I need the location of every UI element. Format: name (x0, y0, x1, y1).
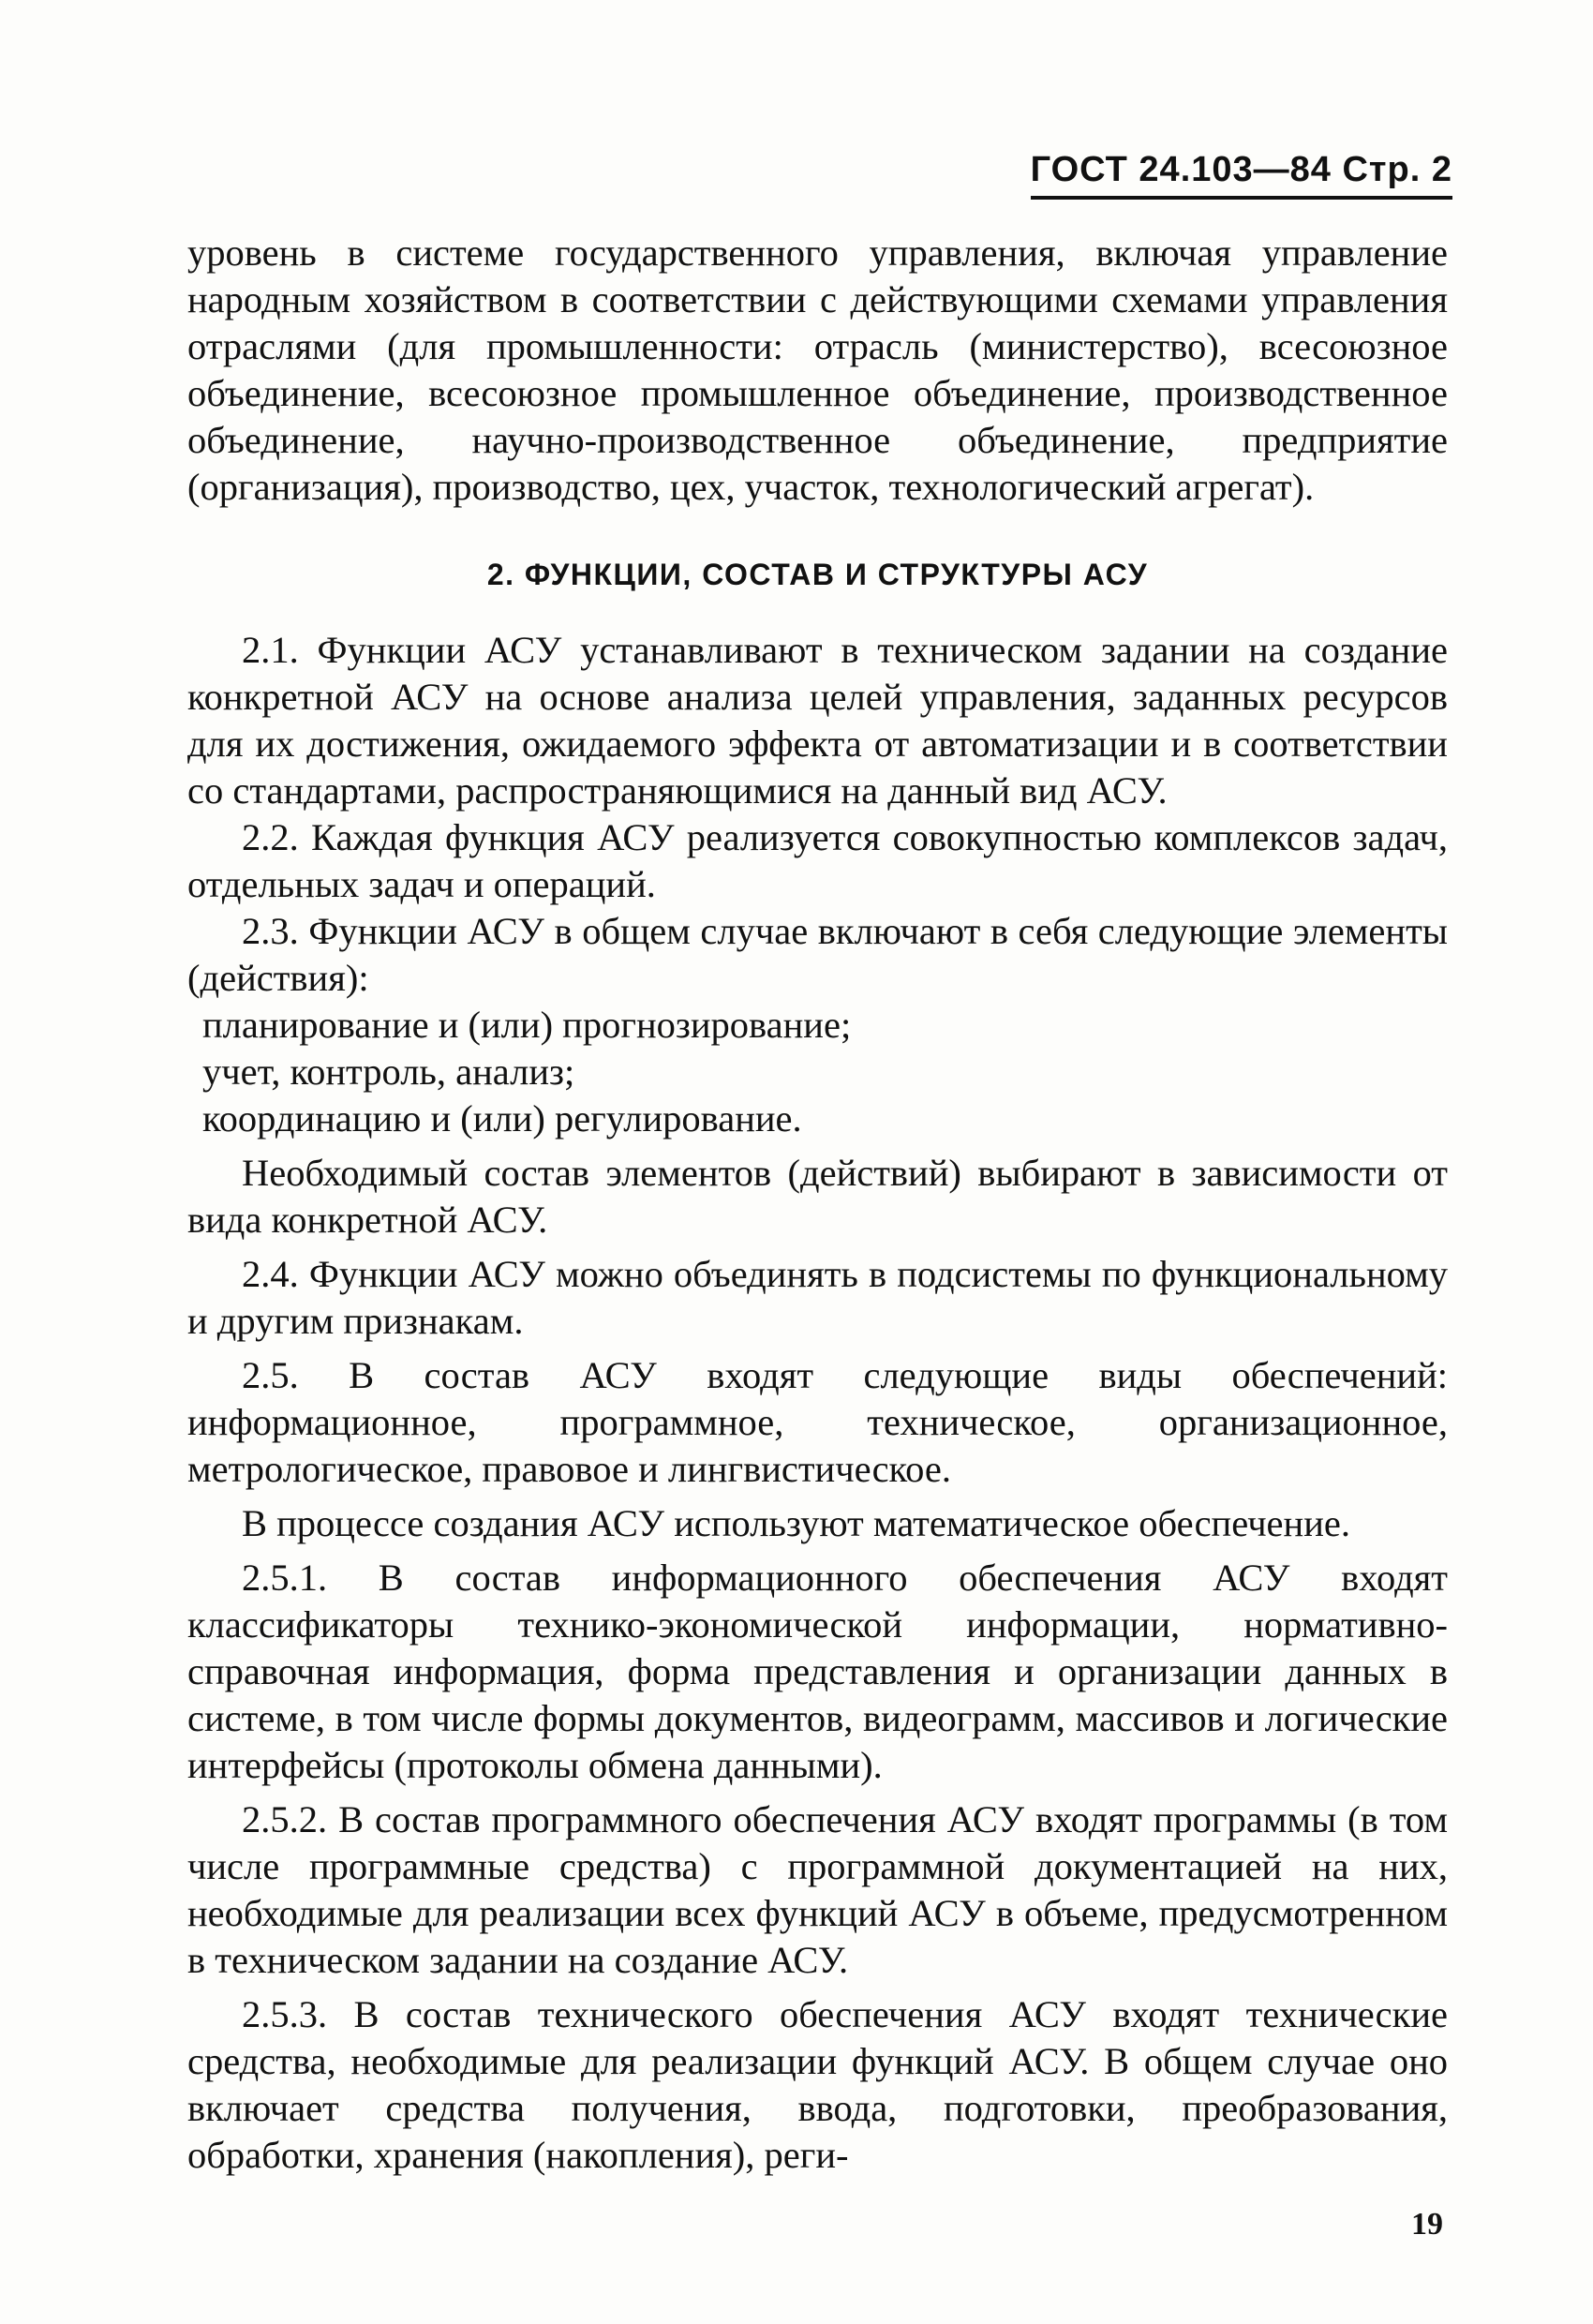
intro-paragraph: уровень в системе государственного управления, включая управление народным хозяйством в соответствии с действующими схемами управления отраслями (для промышленности: отрасль (министерство), всесоюзное объединение, всесоюзное промышленное объединение, производственное объединение, научно-производственное объединение, предприятие (организация), производство, цех, участок, технологический агрегат). (187, 231, 1448, 508)
running-head: ГОСТ 24.103—84 Стр. 2 (1031, 150, 1452, 200)
page-number: 19 (1411, 2207, 1443, 2242)
clause-2-1: 2.1. Функции АСУ устанавливают в техническом задании на создание конкретной АСУ на основе анализа целей управления, заданных ресурсов для их достижения, ожидаемого эффекта от автоматизации и в соответствии со стандартами, распространяющимися на данный вид АСУ. (187, 629, 1448, 812)
clause-2-2: 2.2. Каждая функция АСУ реализуется совокупностью комплексов задач, отдельных задач и операций. (187, 816, 1448, 905)
clause-2-5-1: 2.5.1. В состав информационного обеспечения АСУ входят классификаторы технико-экономической информации, нормативно-справочная информация, форма представления и организации данных в системе, в том числе формы документов, видеограмм, массивов и логические интерфейсы (протоколы обмена данными). (187, 1557, 1448, 1786)
list-item: планирование и (или) прогнозирование; (202, 1004, 852, 1046)
list-item: координацию и (или) регулирование. (202, 1097, 802, 1140)
math-support-paragraph: В процессе создания АСУ используют математическое обеспечение. (242, 1502, 1350, 1544)
clause-2-5-3: 2.5.3. В состав технического обеспечения АСУ входят технические средства, необходимые для реализации функций АСУ. В общем случае оно включает средства получения, ввода, подготовки, преобразования, обработки, хранения (накопления), реги- (187, 1993, 1448, 2176)
page-body (187, 230, 1448, 2179)
section-title: 2. ФУНКЦИИ, СОСТАВ И СТРУКТУРЫ АСУ (486, 558, 1149, 591)
list-item: учет, контроль, анализ; (202, 1050, 575, 1093)
clause-2-5: 2.5. В состав АСУ входят следующие виды обеспечений: информационное, программное, техническое, организационное, метрологическое, правовое и лингвистическое. (187, 1354, 1448, 1490)
clause-2-4: 2.4. Функции АСУ можно объединять в подсистемы по функциональному и другим признакам. (187, 1253, 1448, 1342)
elements-paragraph: Необходимый состав элементов (действий) выбирают в зависимости от вида конкретной АСУ. (187, 1152, 1448, 1241)
clause-2-3: 2.3. Функции АСУ в общем случае включают в себя следующие элементы (действия): (187, 910, 1448, 999)
clause-2-5-2: 2.5.2. В состав программного обеспечения АСУ входят программы (в том числе программные средства) с программной документацией на них, необходимые для реализации всех функций АСУ в объеме, предусмотренном в техническом задании на создание АСУ. (187, 1798, 1448, 1981)
